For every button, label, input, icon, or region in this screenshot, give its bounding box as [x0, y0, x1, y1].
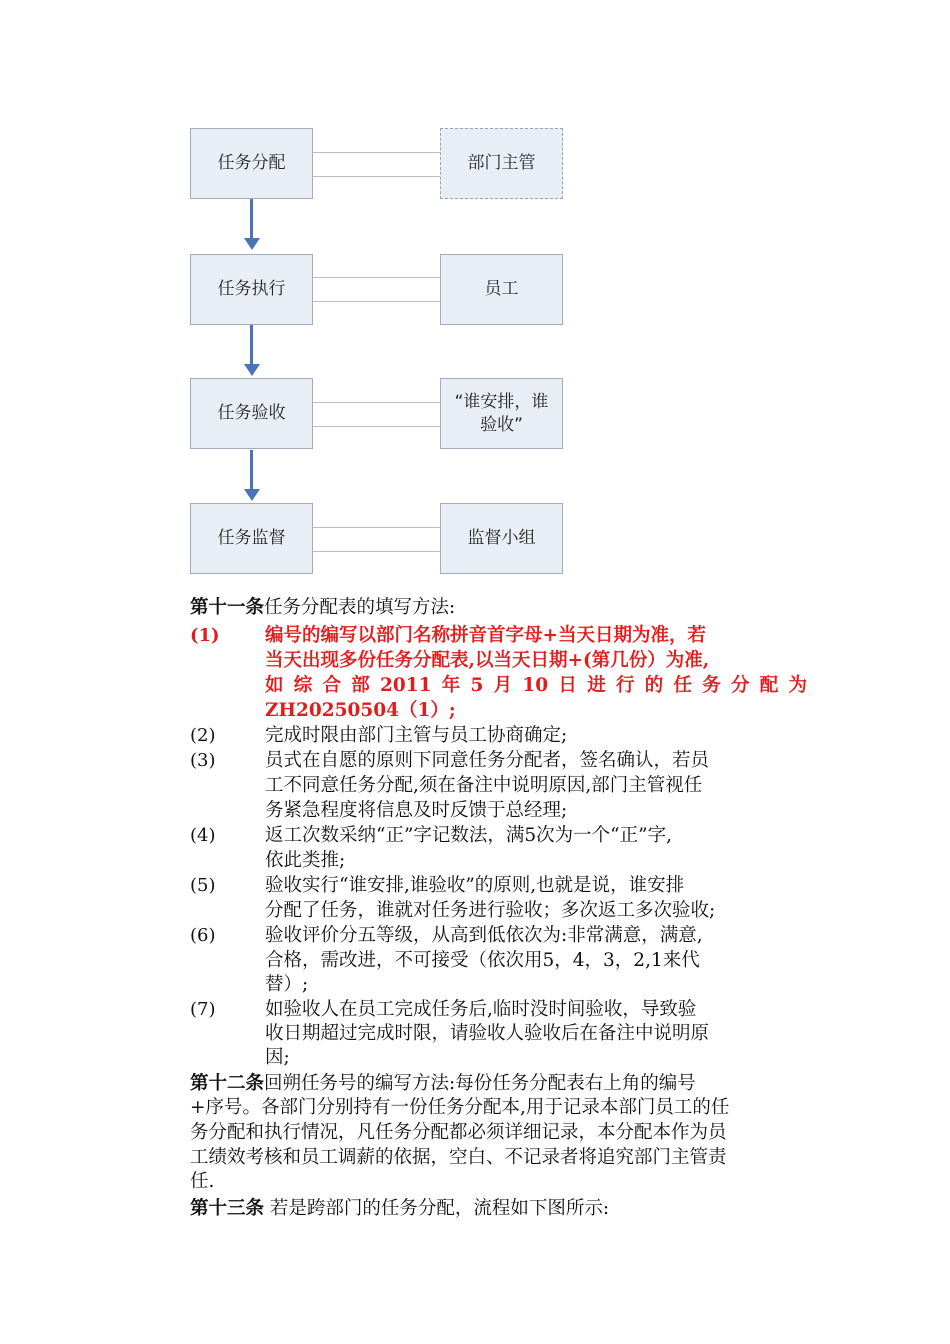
- flow-role-principle: [440, 378, 563, 449]
- item-text-line: 工不同意任务分配,须在备注中说明原因,部门主管视任: [265, 775, 703, 796]
- flow-role-label: 员工: [484, 279, 519, 300]
- connector-line: [313, 527, 440, 528]
- flow-step-accept: [190, 378, 313, 449]
- article-title: 任务分配表的填写方法:: [264, 597, 456, 618]
- item-text-line: 验收评价分五等级，从高到低依次为:非常满意，满意,: [265, 925, 703, 946]
- item-text-line: 务紧急程度将信息及时反馈于总经理;: [265, 800, 568, 821]
- connector-line: [313, 426, 440, 427]
- item-number: (5): [190, 875, 216, 896]
- article-text-line: 任.: [190, 1171, 215, 1192]
- item-text-line: 因;: [265, 1047, 290, 1068]
- article-text-line: 回朔任务号的编写方法:每份任务分配表右上角的编号: [264, 1073, 696, 1094]
- flow-step-label: 任务执行: [217, 279, 286, 300]
- article-text-line: +序号。各部门分别持有一份任务分配本,用于记录本部门员工的任: [190, 1097, 730, 1118]
- flow-step-label: 任务分配: [217, 153, 286, 174]
- connector-line: [313, 402, 440, 403]
- connector-line: [313, 277, 440, 278]
- flow-role-label: 监督小组: [467, 528, 536, 549]
- item-number: (7): [190, 999, 216, 1020]
- flow-role-employee: [440, 254, 563, 325]
- item-text-line: 编号的编写以部门名称拼音首字母+当天日期为准，若: [265, 625, 707, 646]
- article-13: [190, 1197, 609, 1221]
- item-text-line: 验收实行“谁安排,谁验收”的原则,也就是说，谁安排: [265, 875, 685, 896]
- arrow-head-icon: [244, 489, 260, 501]
- item-number: (3): [190, 750, 216, 771]
- arrow-down: [250, 325, 253, 365]
- item-number: (6): [190, 925, 216, 946]
- arrow-down: [250, 199, 253, 239]
- article-number: 第十一条: [190, 597, 265, 618]
- arrow-down: [250, 450, 253, 490]
- connector-line: [313, 301, 440, 302]
- item-number: (2): [190, 725, 216, 746]
- item-text-line: 完成时限由部门主管与员工协商确定;: [265, 725, 568, 746]
- connector-line: [313, 176, 440, 177]
- article-number: 第十三条: [190, 1198, 265, 1219]
- item-text-line: 合格，需改进，不可接受（依次用5，4，3，2,1来代: [265, 950, 700, 971]
- article-12-first-line: [190, 1072, 696, 1096]
- article-text-line: 务分配和执行情况，凡任务分配都必须详细记录，本分配本作为员: [190, 1122, 727, 1143]
- flow-role-supervision-group: [440, 503, 563, 574]
- connector-line: [313, 551, 440, 552]
- article-number: 第十二条: [190, 1073, 265, 1094]
- item-number: (1): [190, 625, 220, 646]
- flow-step-assign: [190, 128, 313, 199]
- item-text-line: 替）;: [265, 974, 309, 995]
- item-text-line: 返工次数采纳“正”字记数法，满5次为一个“正”字,: [265, 825, 672, 846]
- flow-step-execute: [190, 254, 313, 325]
- item-text-line: 员式在自愿的原则下同意任务分配者，签名确认，若员: [265, 750, 710, 771]
- item-number: (4): [190, 825, 216, 846]
- item-text-line: 当天出现多份任务分配表,以当天日期+(第几份）为准,: [265, 650, 710, 671]
- flow-step-label: 任务验收: [217, 403, 286, 424]
- flow-role-label: “谁安排，谁验收”: [454, 392, 549, 435]
- item-text-line: 如验收人在员工完成任务后,临时没时间验收，导致验: [265, 999, 697, 1020]
- article-11-heading: [190, 596, 455, 620]
- connector-line: [313, 152, 440, 153]
- item-text-line: 分配了任务，谁就对任务进行验收；多次返工多次验收;: [265, 900, 716, 921]
- article-text-line: 工绩效考核和员工调薪的依据，空白、不记录者将追究部门主管责: [190, 1147, 727, 1168]
- item-text-line: 依此类推;: [265, 850, 346, 871]
- flow-step-label: 任务监督: [217, 528, 286, 549]
- flow-role-label: 部门主管: [467, 153, 536, 174]
- item-text-line: 如综合部2011年5月10日进行的任务分配为: [265, 675, 807, 696]
- arrow-head-icon: [244, 364, 260, 376]
- article-text-line: 若是跨部门的任务分配，流程如下图所示:: [264, 1198, 610, 1219]
- item-text-line: ZH20250504（1）;: [265, 700, 456, 721]
- flow-step-supervise: [190, 503, 313, 574]
- flow-role-dept-head: [440, 128, 563, 199]
- arrow-head-icon: [244, 238, 260, 250]
- item-text-line: 收日期超过完成时限，请验收人验收后在备注中说明原: [265, 1023, 710, 1044]
